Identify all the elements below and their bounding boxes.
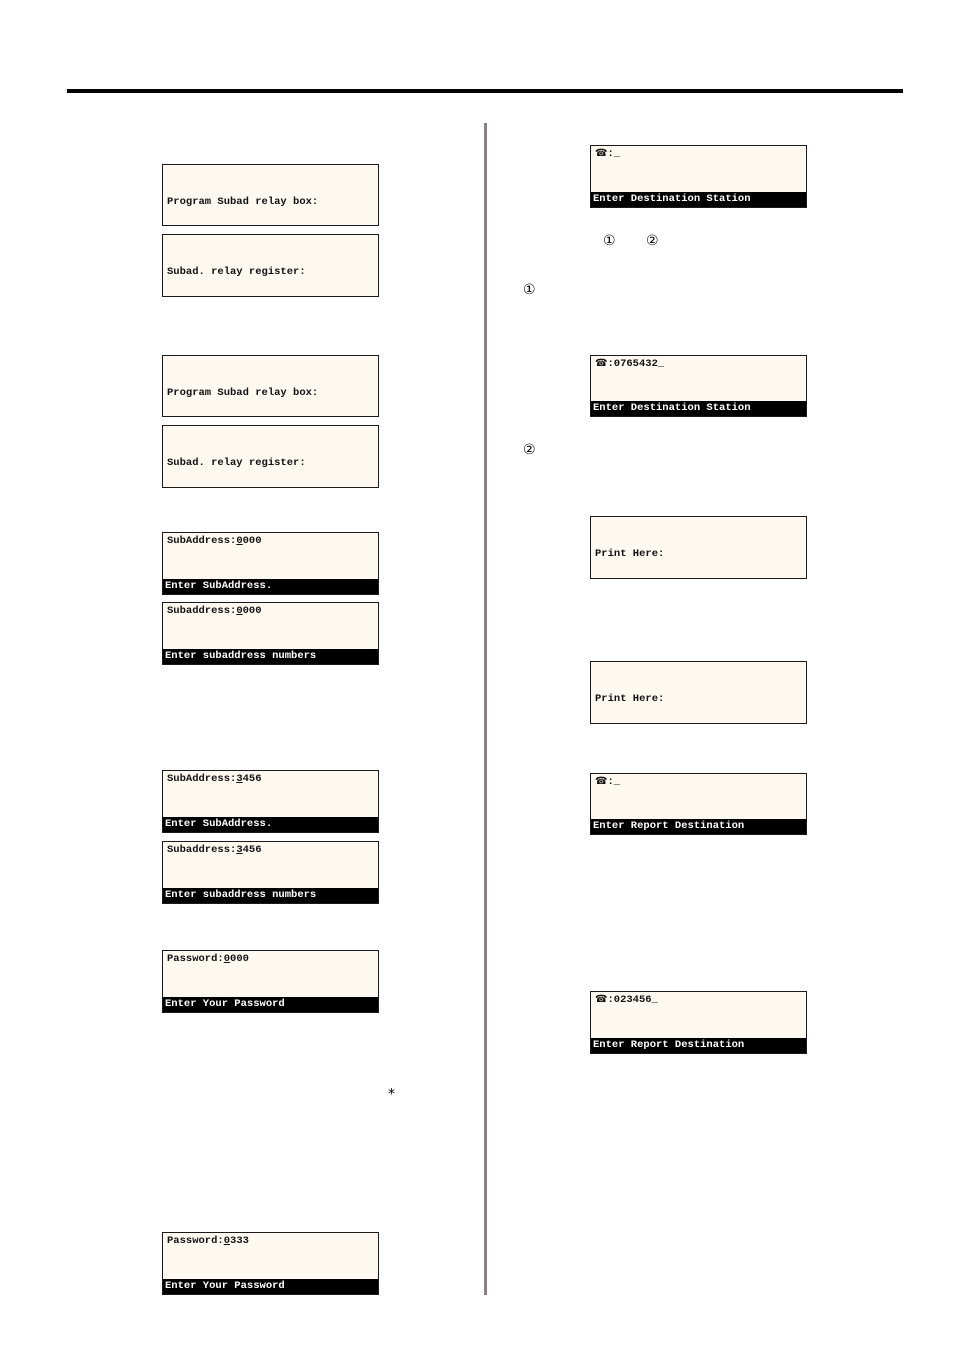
lcd-status-bar: Enter Destination Station xyxy=(591,192,806,207)
lcd-print-here-2 xyxy=(590,661,807,724)
lcd-status-bar: Enter Your Password xyxy=(163,997,378,1012)
lcd-status-bar: Enter SubAddress. xyxy=(163,579,378,594)
cursor-digit: 0 xyxy=(223,1235,231,1247)
phone-icon: ☎ xyxy=(595,148,608,159)
lcd-label: SubAddress: xyxy=(167,773,237,785)
header-rule xyxy=(67,89,903,93)
lcd-print-here-1 xyxy=(590,516,807,579)
lcd-subaddress-1 xyxy=(162,532,379,595)
lcd-value: 000 xyxy=(242,535,262,547)
lcd-line: Subad. relay register: xyxy=(167,456,306,469)
lcd-value: 456 xyxy=(242,844,262,856)
lcd-destination-2 xyxy=(590,355,807,417)
lcd-status-bar: Enter Destination Station xyxy=(591,401,806,416)
lcd-subaddress-4 xyxy=(162,841,379,904)
lcd-status-bar: Enter Your Password xyxy=(163,1279,378,1294)
lcd-status-bar: Enter subaddress numbers xyxy=(163,649,378,664)
lcd-label: Subaddress: xyxy=(167,844,237,856)
lcd-label: Password: xyxy=(167,953,224,965)
cursor-digit: 0 xyxy=(223,953,231,965)
lcd-password-1 xyxy=(162,950,379,1013)
lcd-password-2 xyxy=(162,1232,379,1295)
cursor-digit: 0 xyxy=(236,605,243,617)
lcd-subaddress-2 xyxy=(162,602,379,665)
lcd-label: Password: xyxy=(167,1235,224,1247)
cursor-digit: 0 xyxy=(236,535,243,547)
lcd-subaddress-3 xyxy=(162,770,379,833)
lcd-relay-register-2 xyxy=(162,425,379,488)
lcd-value: 333 xyxy=(230,1235,249,1247)
circled-two-icon: ② xyxy=(523,442,536,458)
phone-icon: ☎ xyxy=(595,994,608,1005)
lcd-label: Subaddress: xyxy=(167,605,237,617)
lcd-status-bar: Enter subaddress numbers xyxy=(163,888,378,903)
circled-one-icon: ① xyxy=(523,282,536,298)
lcd-value: 000 xyxy=(230,953,249,965)
lcd-relay-box-1 xyxy=(162,164,379,226)
lcd-label: SubAddress: xyxy=(167,535,237,547)
lcd-status-bar: Enter Report Destination xyxy=(591,819,806,834)
lcd-line: Program Subad relay box: xyxy=(167,386,319,399)
circled-one-icon: ① xyxy=(603,233,616,249)
lcd-destination-1 xyxy=(590,145,807,208)
phone-icon: ☎ xyxy=(595,776,608,787)
lcd-line: Program Subad relay box: xyxy=(167,195,319,208)
lcd-relay-register-1 xyxy=(162,234,379,297)
lcd-value: :0765432_ xyxy=(607,358,665,370)
lcd-value: :_ xyxy=(607,776,621,788)
phone-icon: ☎ xyxy=(595,358,608,369)
lcd-relay-box-2 xyxy=(162,355,379,417)
lcd-line: Print Here: xyxy=(595,692,665,705)
lcd-value: 000 xyxy=(242,605,262,617)
lcd-value: :023456_ xyxy=(607,994,658,1006)
cursor-digit: 3 xyxy=(236,773,243,785)
lcd-report-destination-1 xyxy=(590,773,807,835)
cursor-digit: 3 xyxy=(236,844,243,856)
column-divider xyxy=(484,123,487,1295)
lcd-line: Subad. relay register: xyxy=(167,265,306,278)
lcd-value: 456 xyxy=(242,773,262,785)
circled-two-icon: ② xyxy=(646,233,659,249)
lcd-status-bar: Enter Report Destination xyxy=(591,1038,806,1053)
lcd-status-bar: Enter SubAddress. xyxy=(163,817,378,832)
lcd-value: :_ xyxy=(607,148,621,160)
lcd-line: Print Here: xyxy=(595,547,665,560)
lcd-report-destination-2 xyxy=(590,991,807,1054)
asterisk-icon: ⁎ xyxy=(388,1082,395,1098)
